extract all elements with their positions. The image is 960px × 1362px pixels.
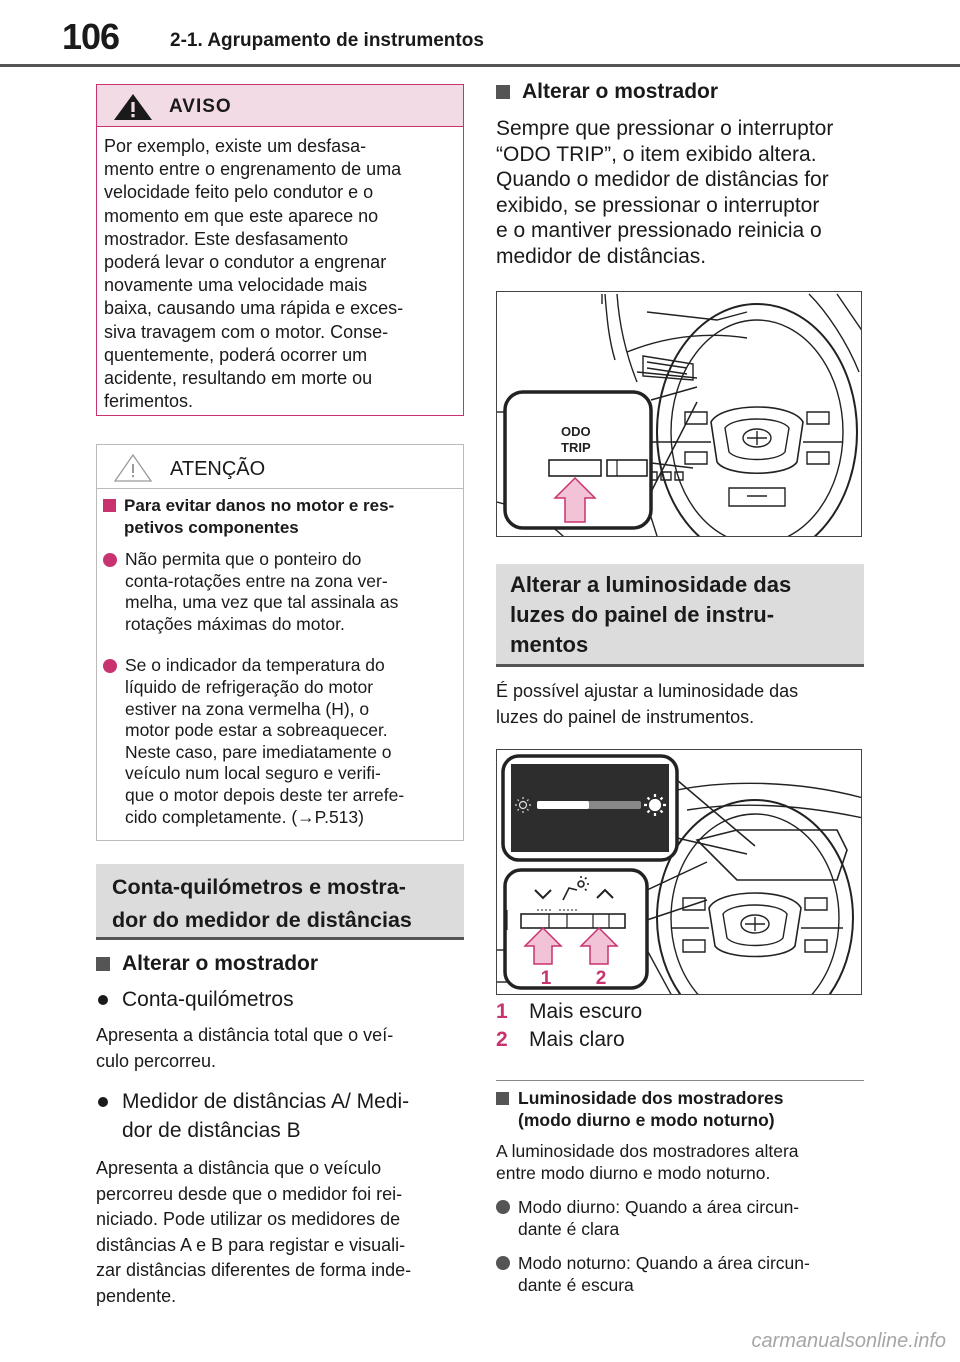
label-row-2 (496, 1028, 864, 1056)
desc-line: distâncias A e B para registar e visuali- (96, 1234, 406, 1255)
aviso-line: acidente, resultando em morte ou (104, 368, 373, 389)
display-paragraph (496, 116, 864, 269)
atencao-bullet-line: melha, uma vez que tal assinala as (125, 592, 399, 613)
odometer-item-1 (96, 985, 464, 1014)
header-rule (0, 64, 960, 67)
atencao-bullet-line: Neste caso, pare imediatamente o (125, 741, 392, 762)
atencao-bullet-2 (103, 655, 455, 828)
brightness-illustration (497, 750, 862, 995)
atencao-bullet-line: rotações máximas do motor. (125, 613, 345, 634)
heading-line: Alterar a luminosidade das (510, 572, 792, 597)
heading-line: Conta-quilómetros e mostra- (112, 875, 406, 899)
aviso-body (97, 127, 463, 413)
item-label-line: Medidor de distâncias A/ Medi- (122, 1090, 410, 1113)
luminosity-bullet-2 (496, 1252, 864, 1296)
dot-bullet-icon (496, 1256, 510, 1270)
luminosity-paragraph (496, 1140, 864, 1184)
atencao-header (97, 445, 463, 489)
aviso-line: momento em que este aparece no (104, 205, 379, 226)
luminosity-heading (496, 1087, 864, 1131)
atencao-bullet-line: veículo num local seguro e verifi- (125, 763, 381, 784)
label-row-1 (496, 1000, 864, 1028)
callout-2: 2 (595, 968, 607, 989)
dot-bullet-icon (496, 1200, 510, 1214)
aviso-header (97, 85, 463, 127)
para-line: entre modo diurno e modo noturno. (496, 1163, 771, 1183)
atencao-body (97, 489, 463, 828)
odo-trip-figure (496, 291, 862, 537)
aviso-line: poderá levar o condutor a engrenar (104, 252, 387, 273)
atencao-heading (103, 495, 455, 539)
luminosity-bullet-1 (496, 1196, 864, 1240)
para-line: luzes do painel de instrumentos. (496, 706, 755, 727)
aviso-line: quentemente, poderá ocorrer um (104, 344, 368, 365)
atencao-bullet-line: Não permita que o ponteiro do (125, 549, 362, 569)
subheading-text: Alterar o mostrador (122, 952, 319, 975)
square-bullet-icon (96, 957, 110, 971)
para-line: É possível ajustar a luminosidade das (496, 681, 799, 701)
para-line: Quando o medidor de distâncias for (496, 168, 829, 191)
bullet-line: Modo diurno: Quando a área circun- (518, 1197, 800, 1217)
heading-line: dor do medidor de distâncias (112, 908, 412, 932)
odometer-section-heading (96, 864, 464, 940)
para-line: “ODO TRIP”, o item exibido altera. (496, 142, 817, 166)
square-bullet-icon (103, 499, 116, 512)
watermark: carmanualsonline.info (751, 1330, 946, 1352)
square-bullet-icon (496, 85, 510, 99)
para-line: Sempre que pressionar o interruptor (496, 117, 834, 140)
atencao-bullet-line: conta-rotações entre na zona ver- (125, 570, 388, 591)
aviso-line: siva travagem com o motor. Conse- (104, 321, 389, 342)
atencao-bullet-line: motor pode estar a sobreaquecer. (125, 720, 388, 741)
aviso-title: AVISO (169, 96, 232, 117)
desc-line: pendente. (96, 1285, 177, 1306)
aviso-line: mento entre o engrenamento de uma (104, 159, 402, 180)
desc-line: percorreu desde que o medidor foi rei- (96, 1183, 403, 1204)
aviso-line: Por exemplo, existe um desfasa- (104, 136, 367, 156)
dot-bullet-icon (98, 1097, 108, 1107)
label-number: 2 (496, 1028, 508, 1051)
desc-line: Apresenta a distância que o veículo (96, 1158, 382, 1178)
trip-label: TRIP (561, 440, 591, 455)
label-text: Mais escuro (529, 1000, 643, 1023)
square-bullet-icon (496, 1092, 509, 1105)
heading-line: mentos (510, 632, 589, 657)
heading-line: (modo diurno e modo noturno) (518, 1110, 775, 1130)
heading-line: Luminosidade dos mostradores (518, 1088, 784, 1108)
brightness-figure (496, 749, 862, 995)
divider (496, 1080, 864, 1081)
aviso-box (96, 84, 464, 416)
odometer-item-2 (96, 1087, 464, 1145)
item-label-line: dor de distâncias B (122, 1119, 301, 1142)
subheading-text: Alterar o mostrador (522, 80, 719, 103)
desc-line: zar distâncias diferentes de forma inde- (96, 1260, 412, 1280)
bullet-line: Modo noturno: Quando a área circun- (518, 1253, 810, 1273)
callout-1: 1 (540, 968, 552, 989)
figure-labels (496, 1000, 864, 1056)
odo-label: ODO (561, 424, 591, 439)
brightness-section-heading (496, 564, 864, 667)
warning-triangle-icon (113, 93, 153, 121)
atencao-title: ATENÇÃO (170, 458, 266, 480)
odometer-item-1-desc (96, 1023, 464, 1074)
aviso-line: ferimentos. (104, 391, 194, 412)
bullet-line: dante é escura (518, 1275, 634, 1295)
atencao-bullet-line: que o motor depois deste ter arrefe- (125, 784, 405, 805)
atencao-bullet-line: Se o indicador da temperatura do (125, 655, 385, 676)
para-line: exibido, se pressionar o interruptor (496, 193, 820, 217)
aviso-line: baixa, causando uma rápida e exces- (104, 298, 404, 319)
label-text: Mais claro (529, 1028, 625, 1051)
atencao-box (96, 444, 464, 841)
aviso-line: mostrador. Este desfasamento (104, 228, 349, 249)
bullet-line: dante é clara (518, 1219, 620, 1239)
brightness-fill (537, 801, 589, 809)
desc-line: culo percorreu. (96, 1050, 217, 1071)
brightness-paragraph (496, 679, 864, 730)
caution-triangle-icon (113, 453, 153, 483)
odometer-item-2-desc (96, 1156, 464, 1309)
aviso-line: novamente uma velocidade mais (104, 275, 368, 296)
dot-bullet-icon (103, 659, 117, 673)
page-number: 106 (62, 16, 120, 57)
desc-line: Apresenta a distância total que o veí- (96, 1025, 394, 1045)
atencao-heading-line: Para evitar danos no motor e res- (124, 496, 395, 515)
label-number: 1 (496, 1000, 508, 1023)
dot-bullet-icon (103, 553, 117, 567)
para-line: e o mantiver pressionado reinicia o (496, 219, 822, 242)
dashboard-illustration (497, 292, 862, 537)
item-label: Conta-quilómetros (122, 988, 294, 1011)
atencao-bullet-1 (103, 549, 455, 635)
aviso-line: velocidade feito pelo condutor e o (104, 182, 374, 203)
left-column (96, 84, 464, 1309)
atencao-bullet-line: estiver na zona vermelha (H), o (125, 698, 370, 719)
right-column (496, 78, 864, 1296)
odometer-subheading (96, 952, 464, 976)
atencao-bullet-line: líquido de refrigeração do motor (125, 676, 374, 697)
heading-line: luzes do painel de instru- (510, 602, 775, 627)
para-line: medidor de distâncias. (496, 244, 707, 268)
atencao-heading-line: petivos componentes (124, 518, 299, 537)
atencao-bullet-line: cido completamente. (→P.513) (125, 806, 364, 827)
section-title: 2-1. Agrupamento de instrumentos (170, 30, 484, 51)
dot-bullet-icon (98, 995, 108, 1005)
display-subheading (496, 80, 864, 104)
para-line: A luminosidade dos mostradores altera (496, 1141, 799, 1161)
desc-line: niciado. Pode utilizar os medidores de (96, 1209, 401, 1229)
page-header (0, 0, 960, 66)
